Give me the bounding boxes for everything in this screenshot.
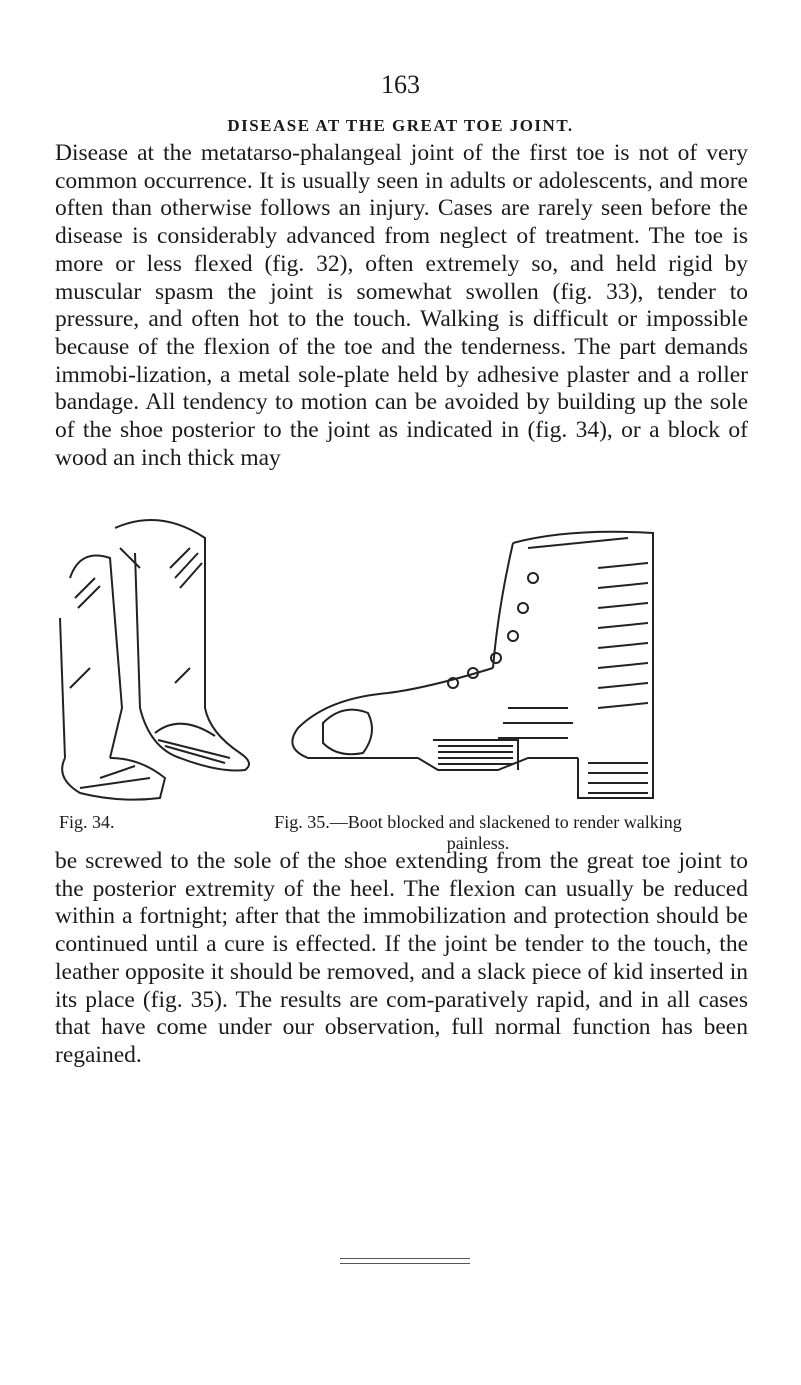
- figures-area: [40, 508, 760, 808]
- page-number: 163: [381, 70, 420, 99]
- paragraph-1: Disease at the metatarso-phalangeal joint of the first toe is not of very common occurrence. It is usually seen in adults or adolescents, and more often than otherwise follows an injury. Cases are rarely seen before the disease is considerably advanced from neglect of treatment. The toe is more or less flexed (fig. 32), often extremely so, and held rigid by muscular spasm the joint is somewhat swollen (fig. 33), tender to pressure, and often hot to the touch. Walking is difficult or impossible because of the flexion of the toe and the tenderness. The part demands immobi-lization, a metal sole-plate held by adhesive plaster and a roller bandage. All tendency to motion can be avoided by building up the sole of the shoe posterior to the joint as indicated in (fig. 34), or a block of wood an inch thick may: [55, 140, 748, 471]
- figure-35-illustration: [268, 508, 668, 808]
- end-rule-line-2: [340, 1263, 470, 1264]
- figure-34-illustration: [40, 508, 265, 808]
- end-rule: [340, 1258, 470, 1268]
- figure-35-caption: Fig. 35.—Boot blocked and slackened to render walking painless.: [274, 812, 682, 853]
- end-rule-line-1: [340, 1258, 470, 1259]
- figure-34-caption: Fig. 34.: [59, 812, 115, 832]
- section-heading: DISEASE AT THE GREAT TOE JOINT.: [227, 116, 574, 135]
- paragraph-2: be screwed to the sole of the shoe extending from the great toe joint to the posterior extremity of the heel. The flexion can usually be reduced within a fortnight; after that the immobilization and protection should be continued until a cure is effected. If the joint be tender to the touch, the leather opposite it should be removed, and a slack piece of kid inserted in its place (fig. 35). The results are com-paratively rapid, and in all cases that have come under our observation, full normal function has been regained.: [55, 848, 748, 1068]
